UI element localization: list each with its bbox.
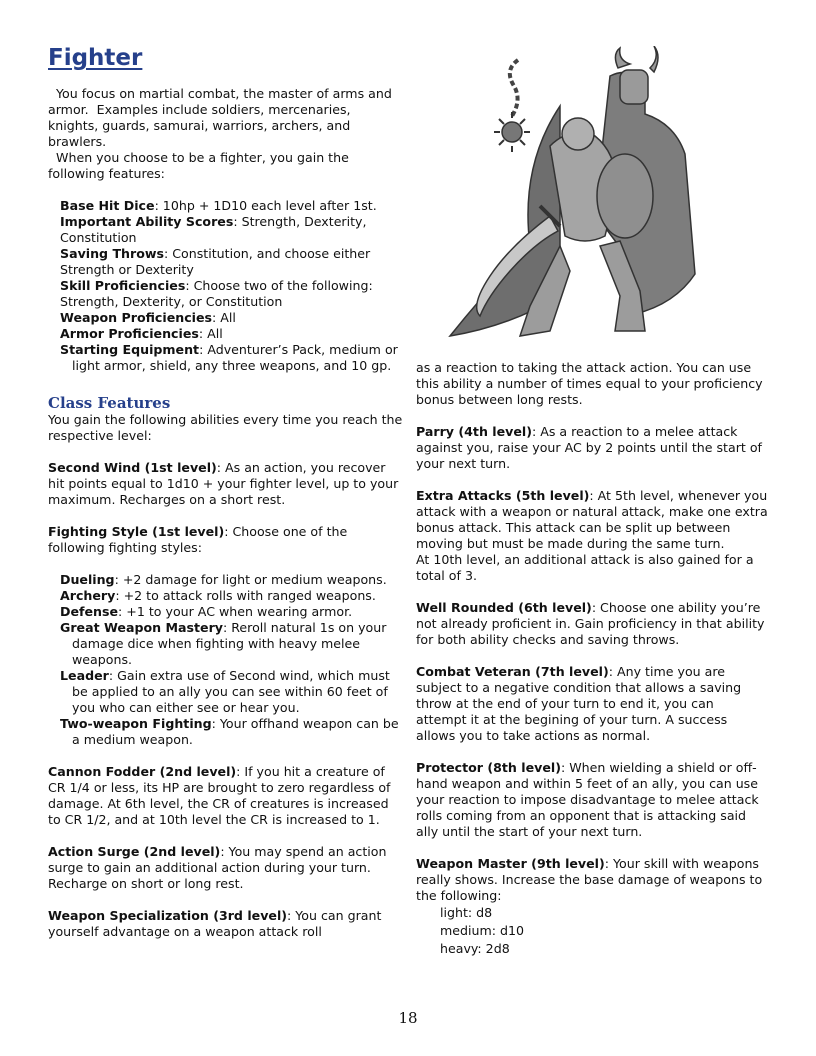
right-column [416,360,768,958]
parry: Parry (4th level): As a reaction to a melee attack against you, raise your AC by 2 points until the start of your next turn. [416,424,762,471]
feature-saving-throws: Saving Throws: Constitution, and choose either Strength or Dexterity [60,246,371,277]
style-defense: Defense: +1 to your AC when wearing armor. [60,604,353,619]
extra-attacks: Extra Attacks (5th level): At 5th level, whenever you attack with a weapon or natural attack, make one extra bonus attack. This attack can be split up between moving but must be made during the same turn. [416,488,768,551]
class-features-heading: Class Features [48,394,171,412]
feature-ability-scores: Important Ability Scores: Strength, Dexterity, Constitution [60,214,367,245]
protector: Protector (8th level): When wielding a shield or off-hand weapon and within 5 feet of an ally, you can use your reaction to impose disadvantage to melee attack rolls coming from an opponent that is attacking said ally until the start of your next turn. [416,760,759,839]
feature-armor-proficiencies: Armor Proficiencies: All [60,326,223,341]
weapon-dice-list [416,904,768,958]
fighter-illustration [440,46,740,346]
style-dueling: Dueling: +2 damage for light or medium weapons. [60,572,387,587]
style-great-weapon-mastery: Great Weapon Mastery: Reroll natural 1s on your damage dice when fighting with heavy melee weapons. [60,620,387,667]
style-two-weapon-fighting: Two-weapon Fighting: Your offhand weapon can be a medium weapon. [60,716,399,747]
weapon-dice-light: light: d8 [440,905,493,920]
feature-weapon-proficiencies: Weapon Proficiencies: All [60,310,236,325]
cannon-fodder: Cannon Fodder (2nd level): If you hit a creature of CR 1/4 or less, its HP are brought to zero regardless of damage. At 6th level, the CR of creatures is increased to CR 1/2, and at 10th level the CR is increased to 1. [48,764,391,827]
combat-veteran: Combat Veteran (7th level): Any time you are subject to a negative condition that allows a saving throw at the end of your turn to end it, you can attempt it at the begining of your turn. A success allows you to take actions as normal. [416,664,742,743]
class-features-intro: You gain the following abilities every time you reach the respective level: [48,412,403,443]
weapon-dice-medium: medium: d10 [440,923,525,938]
weapon-dice-heavy: heavy: 2d8 [440,941,510,956]
extra-attacks-10th: At 10th level, an additional attack is also gained for a total of 3. [416,552,754,583]
feature-list [48,198,404,374]
feature-skill-proficiencies: Skill Proficiencies: Choose two of the following: Strength, Dexterity, or Constitution [60,278,373,309]
action-surge: Action Surge (2nd level): You may spend an action surge to gain an additional action during your turn. Recharge on short or long rest. [48,844,387,891]
intro-paragraph-1: You focus on martial combat, the master of arms and armor. Examples include soldiers, mercenaries, knights, guards, samurai, warriors, archers, and brawlers. [48,86,396,149]
style-leader: Leader: Gain extra use of Second wind, which must be applied to an ally you can see within 60 feet of you who can either see or hear you. [60,668,390,715]
fighting-style-list [48,572,404,748]
well-rounded: Well Rounded (6th level): Choose one ability you’re not already proficient in. Gain proficiency in that ability for both ability checks and saving throws. [416,600,765,647]
page-title: Fighter [48,45,143,71]
fighting-style: Fighting Style (1st level): Choose one of the following fighting styles: [48,524,348,555]
weapon-specialization: Weapon Specialization (3rd level): You can grant yourself advantage on a weapon attack roll [48,908,382,939]
left-column [48,44,404,940]
intro-paragraph-2: When you choose to be a fighter, you gain the following features: [48,150,353,181]
feature-starting-equipment: Starting Equipment: Adventurer’s Pack, medium or light armor, shield, any three weapons, and 10 gp. [60,342,398,373]
style-archery: Archery: +2 to attack rolls with ranged weapons. [60,588,376,603]
page-number: 18 [398,1009,418,1027]
feature-base-hit-dice: Base Hit Dice: 10hp + 1D10 each level after 1st. [60,198,377,213]
second-wind: Second Wind (1st level): As an action, you recover hit points equal to 1d10 + your fighter level, up to your maximum. Recharges on a short rest. [48,460,399,507]
weapon-master: Weapon Master (9th level): Your skill with weapons really shows. Increase the base damage of weapons to the following: [416,856,763,903]
weapon-specialization-continued: as a reaction to taking the attack action. You can use this ability a number of times equal to your proficiency bonus between long rests. [416,360,763,407]
